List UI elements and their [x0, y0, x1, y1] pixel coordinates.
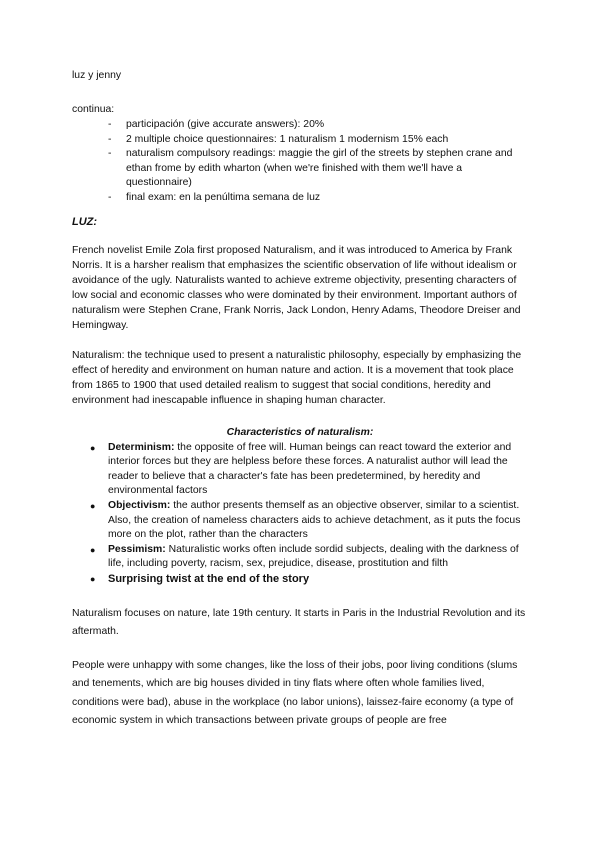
term-objectivism: Objectivism:: [108, 499, 171, 511]
list-item: ● Pessimism: Naturalistic works often include sordid subjects, dealing with the darkness of life, including poverty, racism, sex, prejudice, disease, prostitution and filth: [90, 543, 519, 570]
bullet-icon: ●: [90, 442, 96, 453]
dash-icon: -: [108, 148, 112, 160]
list-item: [90, 572, 528, 588]
characteristics-title: Characteristics of naturalism:: [226, 426, 374, 438]
term-determinism: Determinism:: [108, 441, 175, 453]
dash-icon: -: [108, 119, 112, 130]
continua-label: continua:: [72, 104, 115, 115]
paragraph-social-changes: People were unhappy with some changes, like the loss of their jobs, poor living conditions (slums and tenements, which are big houses divided in tiny flats where often whole families lived, conditions were bad), abuse in the workplace (no labor unions), laissez-faire economy (a type of economic system in which transactions between private groups of people are free: [72, 659, 518, 726]
bullet-icon: ●: [90, 500, 96, 511]
authors-line: luz y jenny: [72, 70, 122, 81]
document-content: [72, 66, 528, 731]
luz-heading: LUZ:: [72, 215, 98, 228]
bullet-icon: ●: [90, 544, 96, 555]
surprising-twist-item: Surprising twist at the end of the story: [108, 572, 310, 585]
list-item: ● Determinism: the opposite of free will. Human beings can react toward the exterior and interior forces but they are helpless before these forces. A naturalist author will lead the reader to believe that a character's fate has been predetermined, by heredity and environmental factors: [90, 441, 512, 497]
term-pessimism: Pessimism:: [108, 543, 166, 555]
paragraph-naturalism-nature: Naturalism focuses on nature, late 19th century. It starts in Paris in the Industrial Revolution and its aftermath.: [72, 607, 526, 637]
bullet-icon: ●: [90, 573, 96, 584]
characteristics-list: [72, 441, 528, 588]
paragraph-naturalism-intro: French novelist Emile Zola first proposed Naturalism, and it was introduced to America by Frank Norris. It is a harsher realism that emphasizes the scientific observation of life without idealism or avoidance of the ugly. Naturalists wanted to achieve extreme objectivity, presenting characters of low social and economic classes who were dominated by their environment. Important authors of naturalism were Stephen Crane, Frank Norris, Jack London, Henry Adams, Theodore Dreiser and Hemingway.: [72, 244, 521, 331]
list-item: - final exam: en la penúltima semana de luz: [108, 191, 528, 206]
list-item: - naturalism compulsory readings: maggie the girl of the streets by stephen crane and ethan frome by edith wharton (when we're finished with them we'll have a questionnaire): [108, 148, 513, 189]
dash-icon: -: [108, 133, 112, 145]
continua-list: [72, 118, 528, 206]
list-item: - participación (give accurate answers): 20%: [108, 118, 528, 133]
list-item: ● Objectivism: the author presents themself as an objective observer, similar to a scientist. Also, the creation of nameless characters aids to achieve detachment, as it puts the focus more on the plot, rather than the characters: [90, 499, 521, 541]
list-item: - 2 multiple choice questionnaires: 1 naturalism 1 modernism 15% each: [108, 133, 528, 148]
dash-icon: -: [108, 191, 112, 203]
paragraph-naturalism-definition: Naturalism: the technique used to present a naturalistic philosophy, especially by emphasizing the effect of heredity and environment on human nature and action. It is a movement that took place from 1865 to 1900 that used detailed realism to suggest that social conditions, heredity and environment had inescapable influence in shaping human character.: [72, 349, 522, 406]
